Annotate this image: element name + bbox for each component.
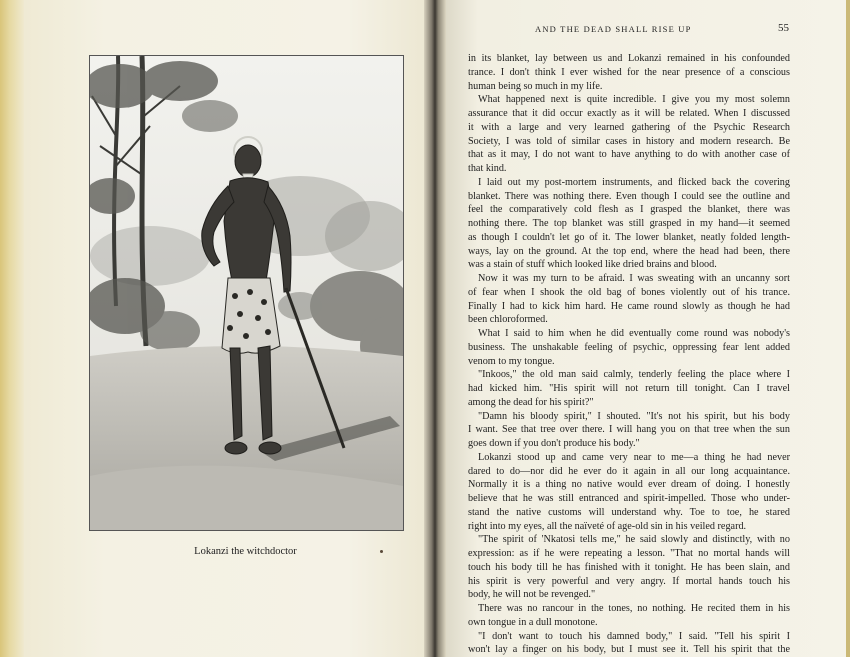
witchdoctor-illustration [89,55,404,531]
text-line: What I said to him when he did eventually come round was nobody's [478,328,790,339]
text-line: feel the comparatively cold flesh as I grasped the blanket, there was [468,204,790,216]
text-line: his spirit is very powerful and very angry. If mortal hands touch his [468,575,790,587]
text-line: Lokanzi stood up and came very near to me—a thing he had never [478,451,790,463]
text-line: "Damn his bloody spirit," I shouted. "It's not his spirit, but his body [478,410,790,422]
text-line: won't lay a finger on his body, but I must see it. Tell his spirit that the [468,644,790,656]
text-line: There was no rancour in the tones, no nothing. He recited them in his [478,603,790,614]
text-line: own tongue in a dull monotone. [468,616,598,628]
text-line: was a stain of stuff which looked like dried brains and blood. [468,259,717,271]
book-gutter [424,0,446,657]
left-page-edge [0,0,24,657]
text-line: that as it may, I do not want to have anything to do with another case of [468,149,790,161]
text-line: human being so much in my life. [468,80,603,92]
text-line: of fear when I shook the old bag of bones violently out of his trance. [468,286,790,298]
text-line: blanket. There was nothing there. Even though I could see the outline and [468,190,790,202]
text-line: stand the native customs will understand why. Toe to toe, he stared [468,506,790,518]
text-line: believe that he was still entranced and spirit-impelled. Those who under- [468,493,790,504]
figure-caption: Lokanzi the witchdoctor [194,546,297,557]
text-line: as though I couldn't let go of it. The lower blanket, neatly folded length- [468,231,790,243]
text-line: "The spirit of 'Nkatosi tells me," he said slowly and distinctly, with no [478,534,790,546]
text-line: nothing there. The top blanket was still grasped in my hand—it seemed [468,218,790,229]
running-head: AND THE DEAD SHALL RISE UP [535,24,692,34]
text-line: "Inkoos," the old man said calmly, tenderly feeling the place where I [478,369,790,381]
text-line: Now it was my turn to be afraid. I was sweating with an uncanny sort [478,273,790,284]
text-line: I laid out my post-mortem instruments, and flicked back the covering [478,176,790,188]
text-line: that kind. [468,163,507,174]
text-line: trance. I don't think I ever wished for the near presence of a conscious [468,66,790,78]
text-line: assurance that it did occur exactly as it will be related. When I discussed [468,108,790,119]
body-text [468,52,790,657]
text-line: goes down if you don't produce his body." [468,438,640,449]
page-number: 55 [778,22,789,34]
text-line: been chloroformed. [468,314,548,326]
text-line: What happened next is quite incredible. I give you my most solemn [478,94,790,106]
text-line: dared to do—nor did he ever do it again in all our long acquaintance. [468,465,790,477]
text-line: had kicked him. "His spirit will not return till tonight. Can I travel [468,383,790,394]
text-line: Society, I was told of similar cases in history and modern research. Be [468,135,790,147]
page-speck [380,550,383,553]
text-line: I want. See that tree over there. I will hang you on that tree when the sun [468,424,790,436]
text-line: in its blanket, lay between us and Lokanzi remained in his confounded [468,53,790,64]
right-page-edge [846,0,850,657]
text-line: touch his body till he has finished with it tonight. He has been slain, and [468,561,790,573]
text-line: venom to my tongue. [468,355,555,367]
text-line: it with a large and very learned gathering of the Psychic Research [468,121,790,133]
text-line: among the dead for his spirit?" [468,396,594,408]
text-line: expression: as if he were repeating a lesson. "That no mortal hands will [468,548,790,559]
text-line: "I don't want to touch his damned body," I said. "Tell his spirit I [478,630,790,642]
text-line: Finally I had to kick him hard. He came round slowly as though he had [468,300,790,312]
text-line: body, he will not be revenged." [468,589,596,601]
text-line: Normally it is a thing no native would ever dream of doing. I honestly [468,479,790,491]
text-line: business. The unshakable feeling of psychic, oppressing fear lent added [468,341,790,353]
text-line: ways, lay on the ground. At the top end, where the head had been, there [468,245,790,257]
text-line: right into my eyes, all the naïveté of age-old sin in his veiled regard. [468,520,747,532]
